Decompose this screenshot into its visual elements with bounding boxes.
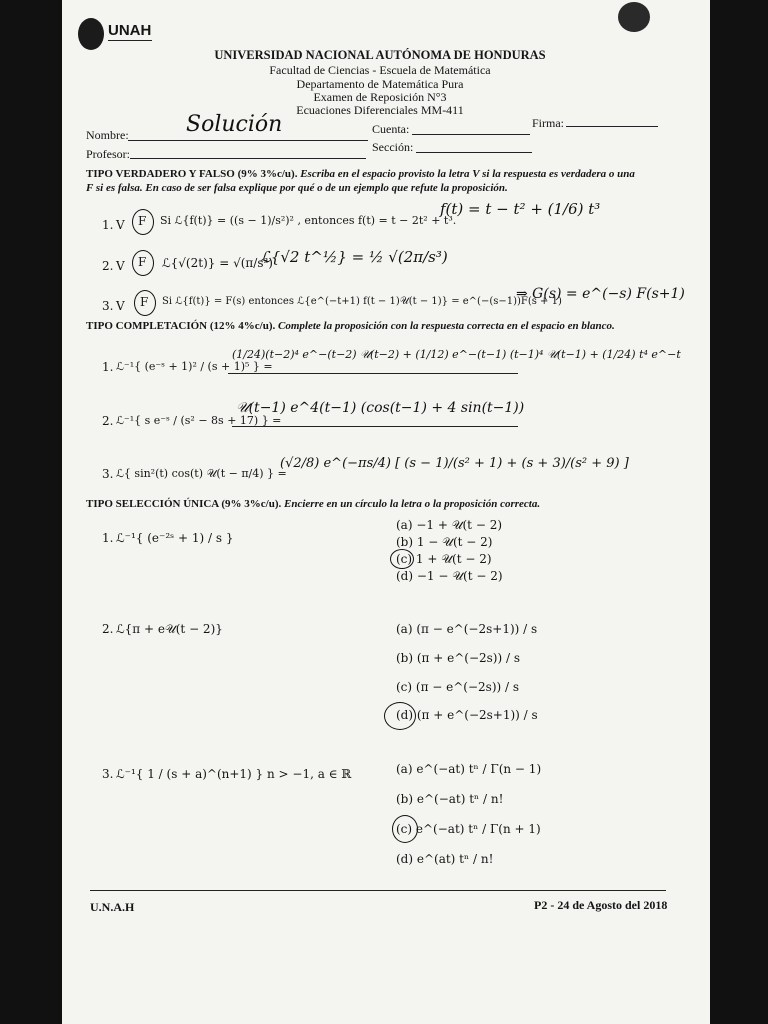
corner-seal-icon bbox=[618, 2, 650, 32]
s1-item2-f[interactable]: F bbox=[138, 255, 147, 269]
s2-item2-num: 2. bbox=[102, 414, 114, 428]
section3-heading: TIPO SELECCIÓN ÚNICA (9% 3%c/u). bbox=[86, 498, 282, 510]
s2-item3-text: ℒ{ sin²(t) cos(t) 𝒰(t − π/4) } = bbox=[116, 467, 287, 480]
s2-item1-text: ℒ⁻¹{ (e⁻ˢ + 1)² / (s + 1)⁵ } = bbox=[116, 360, 273, 373]
s3-q2-option-d[interactable]: (d) (π + e^(−2s+1)) / s bbox=[396, 708, 538, 722]
profesor-label: Profesor: bbox=[86, 147, 130, 161]
section1-heading: TIPO VERDADERO Y FALSO (9% 3%c/u). bbox=[86, 168, 298, 180]
s3-q1-option-b[interactable]: (b) 1 − 𝒰(t − 2) bbox=[396, 535, 493, 549]
s3-q3-text: ℒ⁻¹{ 1 / (s + a)^(n+1) } n > −1, a ∈ ℝ bbox=[116, 767, 352, 781]
s1-item3-answer: ⇒ G(s) = e^(−s) F(s+1) bbox=[516, 286, 685, 302]
s1-item3-num: 3. bbox=[102, 299, 114, 313]
s3-q3-option-b[interactable]: (b) e^(−at) tⁿ / n! bbox=[396, 792, 504, 806]
university-title: UNIVERSIDAD NACIONAL AUTÓNOMA DE HONDURAS bbox=[214, 48, 546, 62]
section2-header bbox=[86, 320, 615, 332]
cuenta-line bbox=[412, 134, 530, 135]
faculty-line: Facultad de Ciencias - Escuela de Matemática bbox=[269, 63, 491, 77]
nombre-label: Nombre: bbox=[86, 128, 129, 142]
s2-item2-text: ℒ⁻¹{ s e⁻ˢ / (s² − 8s + 17) } = bbox=[116, 414, 282, 427]
seccion-line bbox=[416, 152, 532, 153]
s2-item1-blank-line bbox=[228, 373, 518, 374]
unah-logo-seal-icon bbox=[78, 18, 104, 50]
department-line: Departamento de Matemática Pura bbox=[296, 77, 464, 91]
s1-item1-text: Si ℒ{f(t)} = ((s − 1)/s²)² , entonces f(t) = t − 2t² + t³. bbox=[160, 214, 457, 227]
s2-item1-answer: (1/24)(t−2)⁴ e^−(t−2) 𝒰(t−2) + (1/12) e^−(t−1) (t−1)⁴ 𝒰(t−1) + (1/24) t⁴ e^−t bbox=[232, 348, 681, 361]
footer-right: P2 - 24 de Agosto del 2018 bbox=[534, 898, 668, 912]
s1-item1-v[interactable]: V bbox=[116, 218, 125, 232]
s3-q2-text: ℒ{π + e𝒰(t − 2)} bbox=[116, 622, 223, 636]
s1-item1-num: 1. bbox=[102, 218, 114, 232]
logo-text: UNAH bbox=[108, 22, 152, 39]
footer-rule bbox=[90, 890, 666, 891]
s1-item3-text: Si ℒ{f(t)} = F(s) entonces ℒ{e^(−t+1) f(t − 1)𝒰(t − 1)} = e^(−(s−1))F(s + 1) bbox=[162, 296, 562, 307]
logo-underline bbox=[108, 40, 152, 41]
s3-q2-num: 2. bbox=[102, 622, 114, 636]
firma-line bbox=[566, 126, 658, 127]
footer-left: U.N.A.H bbox=[90, 900, 135, 914]
s1-item2-answer: ℒ{√2 t^½} = ½ √(2π/s³) bbox=[260, 248, 448, 266]
s1-item2-num: 2. bbox=[102, 259, 114, 273]
section2-instructions: Complete la proposición con la respuesta correcta en el espacio en blanco. bbox=[278, 320, 615, 332]
s1-item1-f[interactable]: F bbox=[138, 214, 147, 228]
s3-q1-num: 1. bbox=[102, 531, 114, 545]
seccion-label: Sección: bbox=[372, 140, 414, 154]
s3-q2-option-b[interactable]: (b) (π + e^(−2s)) / s bbox=[396, 651, 520, 665]
s1-item1-answer: f(t) = t − t² + (1/6) t³ bbox=[440, 200, 601, 218]
s2-item2-answer: 𝒰(t−1) e^4(t−1) (cos(t−1) + 4 sin(t−1)) bbox=[236, 400, 525, 416]
s3-q3-option-d[interactable]: (d) e^(at) tⁿ / n! bbox=[396, 852, 494, 866]
section1-instructions: Escriba en el espacio provisto la letra V si la respuesta es verdadera o una bbox=[300, 168, 635, 180]
s1-item3-v[interactable]: V bbox=[116, 299, 125, 313]
s3-q3-option-a[interactable]: (a) e^(−at) tⁿ / Γ(n − 1) bbox=[396, 762, 542, 776]
cuenta-label: Cuenta: bbox=[372, 122, 410, 136]
s3-q1-option-d[interactable]: (d) −1 − 𝒰(t − 2) bbox=[396, 569, 503, 583]
s1-item2-v[interactable]: V bbox=[116, 259, 125, 273]
s3-q2-option-a[interactable]: (a) (π − e^(−2s+1)) / s bbox=[396, 622, 538, 636]
s2-item2-blank-line bbox=[232, 426, 518, 427]
s3-q1-text: ℒ⁻¹{ (e⁻²ˢ + 1) / s } bbox=[116, 531, 234, 545]
exam-line: Examen de Reposición N°3 bbox=[313, 90, 447, 104]
s3-q3-num: 3. bbox=[102, 767, 114, 781]
section1-header bbox=[86, 168, 635, 180]
s2-item3-answer: (√2/8) e^(−πs/4) [ (s − 1)/(s² + 1) + (s + 3)/(s² + 9) ] bbox=[280, 456, 629, 471]
section1-instructions-2: F si es falsa. En caso de ser falsa explique por qué o de un ejemplo que refute la proposición. bbox=[86, 182, 508, 194]
s1-item2-text: ℒ{√(2t)} = √(π/s³) bbox=[162, 256, 273, 270]
s3-q1-option-a[interactable]: (a) −1 + 𝒰(t − 2) bbox=[396, 518, 503, 532]
s3-q2-option-c[interactable]: (c) (π − e^(−2s)) / s bbox=[396, 680, 520, 694]
section2-heading: TIPO COMPLETACIÓN (12% 4%c/u). bbox=[86, 320, 276, 332]
section3-instructions: Encierre en un círculo la letra o la proposición correcta. bbox=[284, 498, 541, 510]
nombre-value[interactable]: Solución bbox=[186, 112, 283, 137]
section3-header bbox=[86, 498, 540, 510]
course-line: Ecuaciones Diferenciales MM-411 bbox=[296, 103, 464, 117]
s3-q1-option-c[interactable]: (c) 1 + 𝒰(t − 2) bbox=[396, 552, 492, 566]
s2-item3-num: 3. bbox=[102, 467, 114, 481]
firma-label: Firma: bbox=[532, 116, 564, 130]
s2-item1-num: 1. bbox=[102, 360, 114, 374]
nombre-line bbox=[128, 140, 368, 141]
s3-q3-option-c[interactable]: (c) e^(−at) tⁿ / Γ(n + 1) bbox=[396, 822, 541, 836]
s1-item3-f[interactable]: F bbox=[140, 295, 149, 309]
profesor-line bbox=[130, 158, 366, 159]
